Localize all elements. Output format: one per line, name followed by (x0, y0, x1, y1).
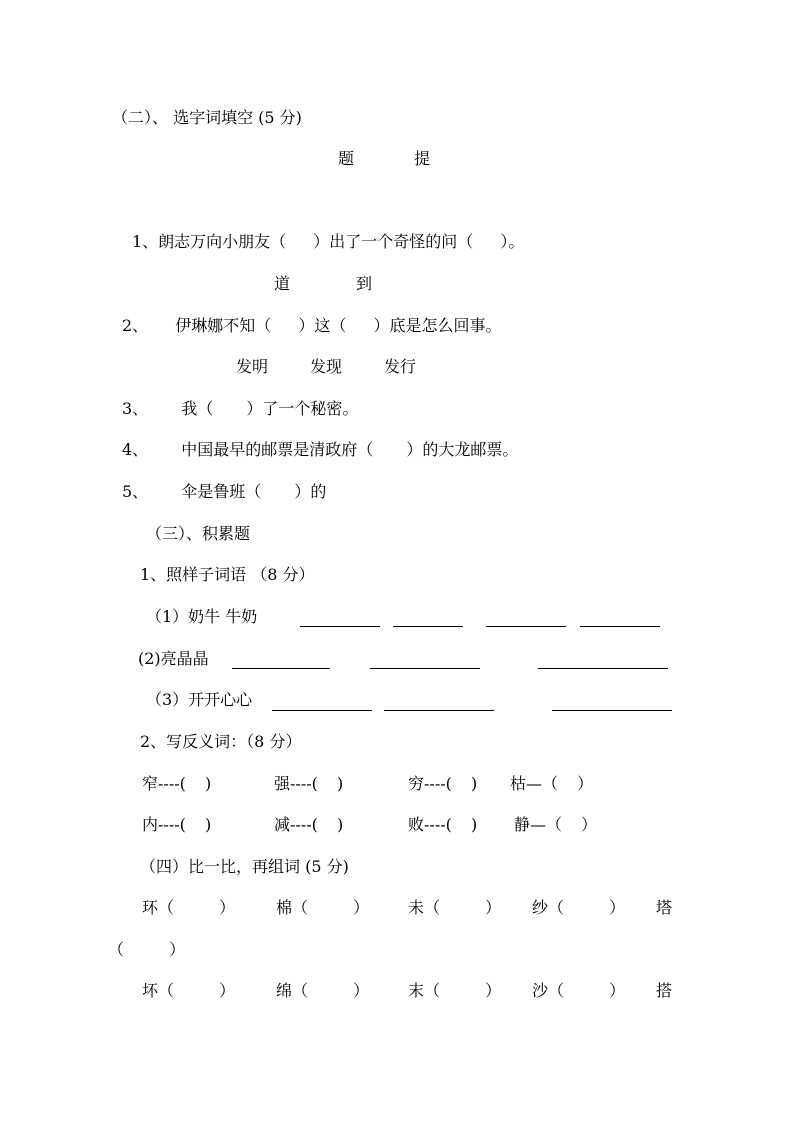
answer-blank[interactable] (272, 710, 372, 711)
compare-item: 纱（ ） (532, 898, 626, 917)
answer-blank[interactable] (300, 626, 380, 627)
choice-faxian: 发现 (310, 357, 343, 376)
answer-blank[interactable] (552, 710, 672, 711)
question-2: 2、 伊琳娜不知（ ）这（ ）底是怎么回事。 (122, 316, 502, 335)
choice-faming: 发明 (236, 357, 269, 376)
pattern-row-3-label: （3）开开心心 (146, 690, 253, 709)
pattern-row-2-label: (2)亮晶晶 (138, 649, 209, 668)
compare-item: 搭 (656, 981, 673, 1000)
answer-blank[interactable] (393, 626, 463, 627)
compare-item: 棉（ ） (276, 898, 370, 917)
choice-ti: 题 (338, 149, 355, 168)
compare-item: 未（ ） (408, 898, 502, 917)
section-2-title: （二）、 选字词填空 (5 分) (112, 108, 302, 127)
question-3: 3、 我（ ）了一个秘密。 (122, 399, 359, 418)
antonym-item: 强----( ) (274, 774, 344, 793)
compare-item: 绵（ ） (276, 981, 370, 1000)
word-pattern-title: 1、照样子词语 （8 分） (140, 565, 315, 584)
answer-blank[interactable] (580, 626, 660, 627)
choice-dao2: 到 (356, 274, 373, 293)
choice-ti2: 提 (414, 149, 431, 168)
question-1: 1、朗志万向小朋友（ ）出了一个奇怪的问（ ）。 (132, 232, 525, 251)
antonym-item: 枯—（ ） (510, 774, 594, 793)
compare-item: 坏（ ） (142, 981, 236, 1000)
antonym-item: 静—（ ） (514, 815, 598, 834)
question-5: 5、 伞是鲁班（ ）的 (122, 482, 327, 501)
antonym-item: 窄----( ) (142, 774, 212, 793)
compare-item-wrap: （ ） (108, 940, 186, 959)
compare-item: 沙（ ） (532, 981, 626, 1000)
compare-item: 末（ ） (408, 981, 502, 1000)
antonym-item: 内----( ) (142, 815, 212, 834)
answer-blank[interactable] (370, 668, 480, 669)
choice-dao: 道 (274, 274, 291, 293)
antonym-item: 穷----( ) (408, 774, 478, 793)
answer-blank[interactable] (538, 668, 668, 669)
choice-faxing: 发行 (384, 357, 417, 376)
answer-blank[interactable] (486, 626, 566, 627)
answer-blank[interactable] (232, 668, 330, 669)
compare-item: 塔 (656, 898, 673, 917)
section-3-title: （三）、积累题 (146, 524, 251, 543)
antonym-item: 败----( ) (408, 815, 478, 834)
answer-blank[interactable] (384, 710, 494, 711)
antonym-title: 2、写反义词：（8 分） (140, 732, 302, 751)
pattern-row-1-label: （1）奶牛 牛奶 (146, 607, 258, 626)
question-4: 4、 中国最早的邮票是清政府（ ）的大龙邮票。 (122, 440, 519, 459)
section-4-title: （四）比一比，再组词 (5 分) (140, 857, 349, 876)
compare-item: 环（ ） (142, 898, 236, 917)
antonym-item: 减----( ) (274, 815, 344, 834)
